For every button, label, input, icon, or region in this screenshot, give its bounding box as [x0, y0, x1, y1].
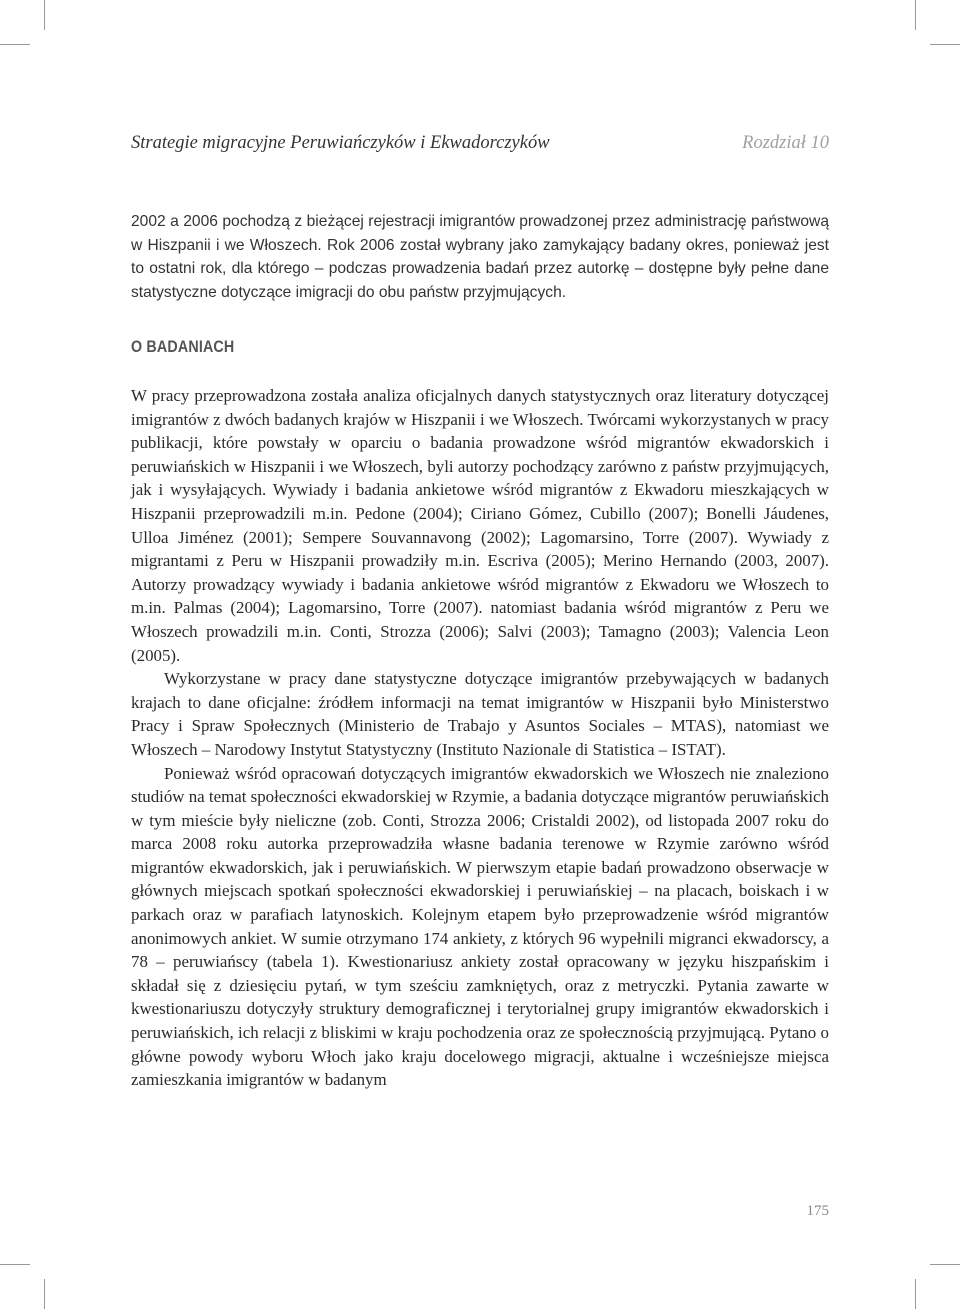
section-heading: O BADANIACH — [131, 337, 235, 356]
page-number: 175 — [806, 1203, 829, 1219]
crop-mark-bottom-right-vertical — [915, 1279, 916, 1309]
crop-mark-bottom-left — [0, 1264, 30, 1265]
paragraph-3: Ponieważ wśród opracowań dotyczących imigrantów ekwadorskich we Włoszech nie znaleziono studiów na temat społeczności ekwadorskiej w Rzymie, a badania dotyczące migrantów peruwiańskich w tym mieście były nieliczne (zob. Conti, Strozza 2006; Cristaldi 2002), od listopada 2007 roku do marca 2008 roku autorka przeprowadziła własne badania terenowe w Rzymie zarówno wśród migrantów ekwadorskich, jak i peruwiańskich. W pierwszym etapie badań prowadzono obserwacje w głównych miejscach spotkań społeczności ekwadorskiej i peruwiańskiej – na placach, boiskach i w parkach oraz w parafiach latynoskich. Kolejnym etapem było przeprowadzenie wśród migrantów anonimowych ankiet. W sumie otrzymano 174 ankiety, z których 96 wypełnili migranci ekwadorscy, a 78 – peruwiańscy (tabela 1). Kwestionariusz ankiety został opracowany w języku hiszpańskim i składał się z dziesięciu pytań, w tym sześciu zamkniętych, oraz z metryczki. Pytania zawarte w kwestionariuszu dotyczyły struktury demograficznej i terytorialnej grupy imigrantów ekwadorskich i peruwiańskich, ich relacji z bliskimi w kraju pochodzenia oraz ze społecznością przyjmującą. Pytano o główne powody wyboru Włoch jako kraju docelowego migracji, aktualne i wcześniejsze miejsca zamieszkania imigrantów w badanym — [131, 763, 829, 1090]
crop-mark-top-left — [0, 44, 30, 45]
crop-mark-top-right-vertical — [915, 0, 916, 30]
running-head-chapter: Rozdział 10 — [742, 133, 829, 153]
body-text — [131, 384, 829, 1092]
running-head — [131, 133, 829, 154]
crop-mark-bottom-right — [930, 1264, 960, 1265]
crop-mark-top-right — [930, 44, 960, 45]
paragraph-2: Wykorzystane w pracy dane statystyczne dotyczące imigrantów przebywających w badanych krajach to dane oficjalne: źródłem informacji na temat imigrantów w Hiszpanii było Ministerstwo Pracy i Spraw Społecznych (Ministerio de Trabajo y Asuntos Sociales – MTAS), natomiast we Włoszech – Narodowy Instytut Statystyczny (Instituto Nazionale di Statistica – ISTAT). — [131, 669, 829, 759]
crop-mark-bottom-left-vertical — [44, 1279, 45, 1309]
running-head-title: Strategie migracyjne Peruwiańczyków i Ekwadorczyków — [131, 133, 550, 153]
crop-mark-top-left-vertical — [44, 0, 45, 30]
intro-paragraph: 2002 a 2006 pochodzą z bieżącej rejestracji imigrantów prowadzonej przez administrację państwową w Hiszpanii i we Włoszech. Rok 2006 został wybrany jako zamykający badany okres, ponieważ jest to ostatni rok, dla którego – podczas prowadzenia badań przez autorkę – dostępne były pełne dane statystyczne dotyczące imigracji do obu państw przyjmujących. — [131, 213, 829, 301]
paragraph-1: W pracy przeprowadzona została analiza oficjalnych danych statystycznych oraz literatury dotyczącej imigrantów z dwóch badanych krajów w Hiszpanii i we Włoszech. Twórcami wykorzystanych w pracy publikacji, które powstały w oparciu o badania prowadzone wśród migrantów ekwadorskich i peruwiańskich w Hiszpanii i we Włoszech, byli autorzy pochodzący zarówno z państw przyjmujących, jak i wysyłających. Wywiady i badania ankietowe wśród migrantów z Ekwadoru mieszkających w Hiszpanii przeprowadzili m.in. Pedone (2004); Ciriano Gómez, Cubillo (2007); Bonelli Jáudenes, Ulloa Jiménez (2001); Sempere Souvannavong (2002); Lagomarsino, Torre (2007). Wywiady z migrantami z Peru w Hiszpanii prowadziły m.in. Escriva (2005); Merino Hernando (2003, 2007). Autorzy prowadzący wywiady i badania ankietowe wśród migrantów z Ekwadoru we Włoszech to m.in. Palmas (2004); Lagomarsino, Torre (2007). natomiast badania wśród migrantów z Peru we Włoszech prowadzili m.in. Conti, Strozza (2006); Salvi (2003); Tamagno (2003); Valencia Leon (2005). — [131, 386, 829, 665]
